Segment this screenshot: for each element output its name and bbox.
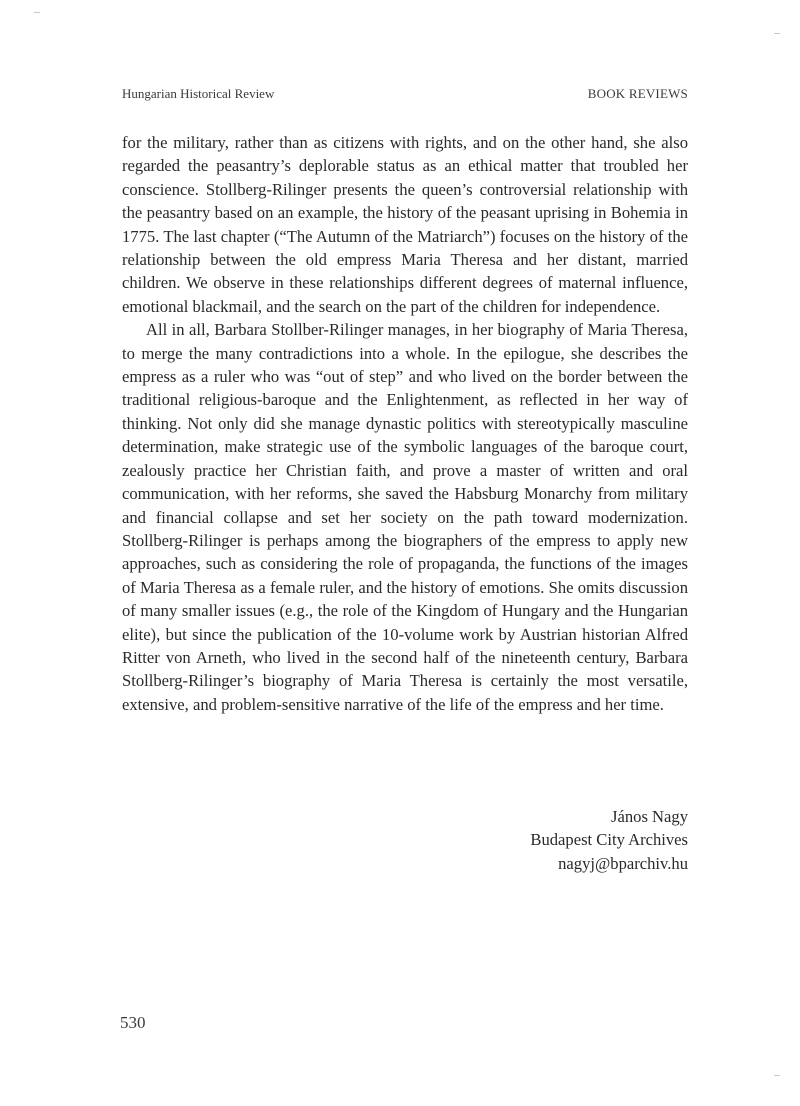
reviewer-name: János Nagy	[611, 807, 688, 826]
paragraph-continued: for the military, rather than as citizens with rights, and on the other hand, she also regarded the peasantry’s deplorable status as an ethical matter that troubled her conscience. Stollberg-Rilinger presents the queen’s controversial relationship with the peasantry based on an example, the history of the peasant uprising in Bohemia in 1775. The last chapter (“The Autumn of the Matriarch”) focuses on the history of the relationship between the old empress Maria Theresa and her distant, married children. We observe in these relationships different degrees of maternal influence, emotional blackmail, and the search on the part of the children for independence.	[122, 133, 688, 316]
journal-title: Hungarian Historical Review	[122, 86, 275, 101]
crop-mark-top-left	[34, 12, 40, 13]
article-body	[122, 131, 688, 716]
page-number: 530	[120, 1013, 146, 1032]
paragraph-conclusion: All in all, Barbara Stollber-Rilinger manages, in her biography of Maria Theresa, to merge the many contradictions into a whole. In the epilogue, she describes the empress as a ruler who was “out of step” and who lived on the border between the traditional religious-baroque and the Enlightenment, as reflected in her way of thinking. Not only did she manage dynastic politics with stereotypically masculine determination, make strategic use of the symbolic languages of the baroque court, zealously practice her Christian faith, and prove a master of written and oral communication, with her reforms, she saved the Habsburg Monarchy from military and financial collapse and set her society on the path toward modernization. Stollberg-Rilinger is perhaps among the biographers of the empress to apply new approaches, such as considering the role of propaganda, the functions of the images of Maria Theresa as a female ruler, and the history of emotions. She omits discussion of many smaller issues (e.g., the role of the Kingdom of Hungary and the Hungarian elite), but since the publication of the 10-volume work by Austrian historian Alfred Ritter von Arneth, who lived in the second half of the nineteenth century, Barbara Stollberg-Rilinger’s biography of Maria Theresa is certainly the most versatile, extensive, and problem-sensitive narrative of the life of the empress and her time.	[122, 320, 688, 714]
crop-mark-top-right	[774, 33, 780, 34]
reviewer-affiliation: Budapest City Archives	[530, 830, 688, 850]
reviewer-signature	[400, 805, 688, 875]
running-head	[122, 86, 688, 102]
section-title: BOOK REVIEWS	[587, 86, 688, 101]
crop-mark-bottom-right	[774, 1075, 780, 1076]
reviewer-email: nagyj@bparchiv.hu	[558, 853, 688, 873]
